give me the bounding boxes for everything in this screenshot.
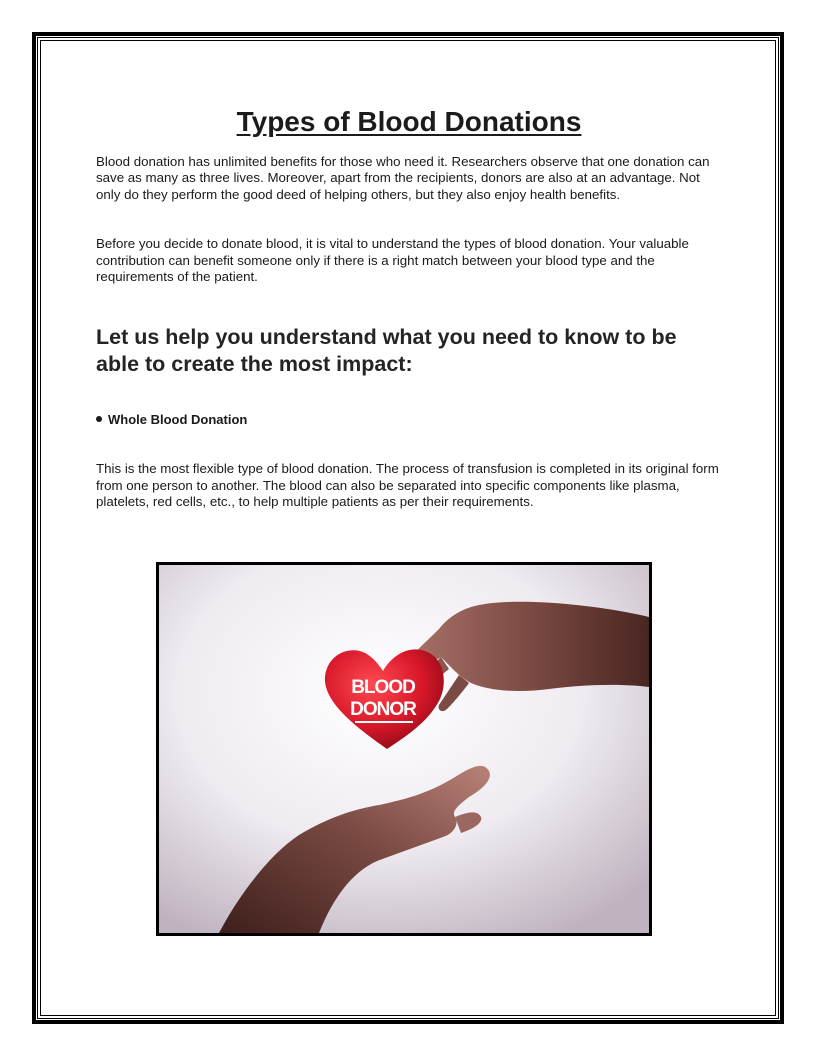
bullet-label: Whole Blood Donation [108, 412, 248, 428]
document-content [96, 102, 722, 511]
second-paragraph: Before you decide to donate blood, it is vital to understand the types of blood donation. Your valuable contribution can benefit someone only if there is a right match between your blood type and the requirements of the patient. [96, 236, 689, 285]
blood-donor-illustration [156, 562, 652, 936]
section-heading: Let us help you understand what you need to know to be able to create the most impact: [96, 325, 677, 377]
bullet-item [96, 412, 722, 428]
heart-label-line2: DONOR [350, 699, 416, 720]
page-title: Types of Blood Donations [236, 106, 582, 137]
intro-paragraph: Blood donation has unlimited benefits for those who need it. Researchers observe that one donation can save as many as three lives. Moreover, apart from the recipients, donors are also at an advantage. Not only do they perform the good deed of helping others, but they also enjoy health benefits. [96, 154, 710, 202]
bullet-paragraph: This is the most flexible type of blood donation. The process of transfusion is completed in its original form from one person to another. The blood can also be separated into specific components like plasma, platelets, red cells, etc., to help multiple patients as per their requirements. [96, 461, 719, 510]
bullet-dot-icon [96, 416, 102, 422]
heart-label-line1: BLOOD [351, 677, 415, 698]
